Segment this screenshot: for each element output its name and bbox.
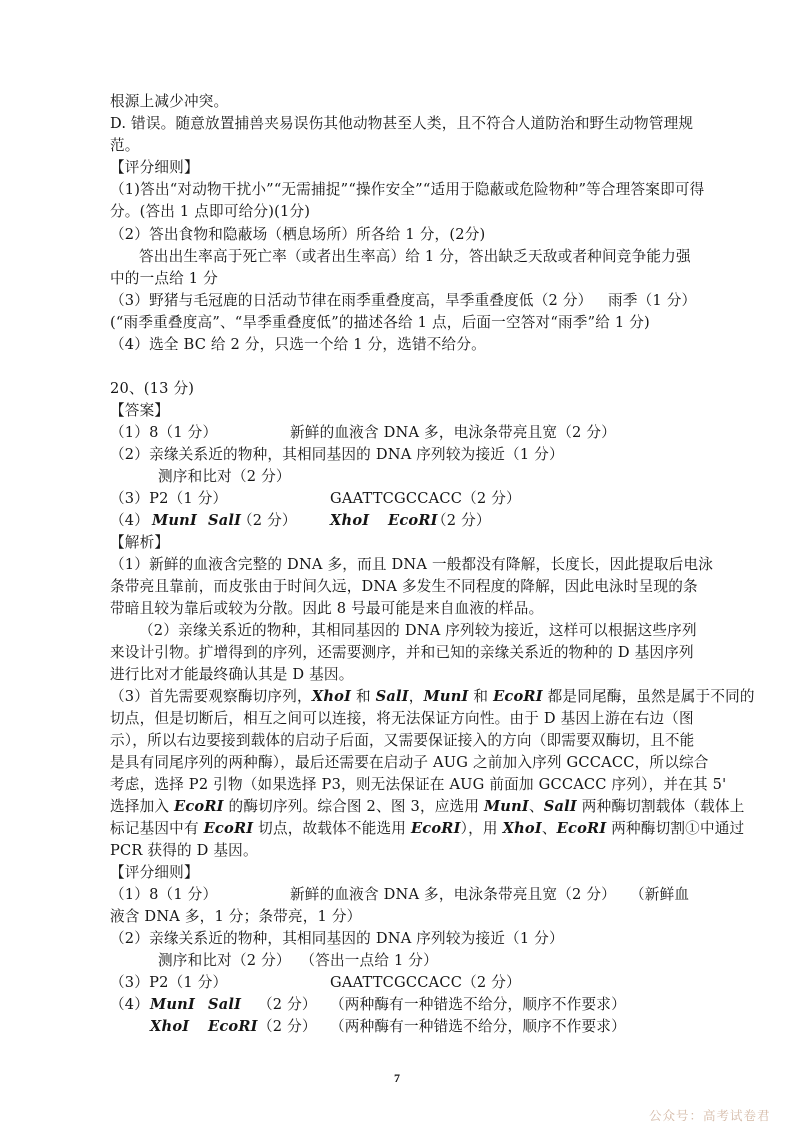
text-line: （3）P2（1 分） [110, 490, 228, 507]
text-line: （新鲜血 [630, 886, 690, 903]
text-line: 选择加入 EcoRI 的酶切序列。综合图 2、图 3，应选用 MunI、SalI 两种酶切割载体（载体上 [110, 798, 745, 815]
text-line: （3）P2（1 分） [110, 974, 228, 991]
text-line: 测序和比对（2 分） [158, 468, 291, 485]
text-line: （2）亲缘关系近的物种，其相同基因的 DNA 序列较为接近，这样可以根据这些序列 [139, 622, 697, 639]
enzyme-name: XhoI [150, 1018, 190, 1035]
text-line: （3）野猪与毛冠鹿的日活动节律在雨季重叠度高，旱季重叠度低（2 分） [110, 292, 593, 309]
text-line: 新鲜的血液含 DNA 多，电泳条带亮且宽（2 分） [290, 424, 616, 441]
enzyme-name: SalI [208, 996, 242, 1013]
enzyme-name: XhoI [311, 688, 352, 705]
text-line: 带暗且较为靠后或较为分散。因此 8 号最可能是来自血液的样品。 [110, 600, 544, 617]
text-line: （4） [110, 512, 150, 529]
text-line: 考虑，选择 P2 引物（如果选择 P3，则无法保证在 AUG 前面加 GCCACC 序列），并在其 5' [110, 776, 727, 793]
page-number: 7 [394, 1071, 401, 1085]
text-line: （2）亲缘关系近的物种，其相同基因的 DNA 序列较为接近（1 分） [110, 446, 564, 463]
enzyme-name: EcoRI [556, 820, 607, 837]
text-line: 新鲜的血液含 DNA 多，电泳条带亮且宽（2 分） [290, 886, 616, 903]
enzyme-name: SalI [375, 688, 409, 705]
text-line: 来设计引物。扩增得到的序列，还需要测序，并和已知的亲缘关系近的物种的 D 基因序列 [110, 644, 694, 661]
text-line: 液含 DNA 多，1 分；条带亮，1 分） [110, 908, 362, 925]
text-line: （2 分） [238, 512, 297, 529]
enzyme-name: EcoRI [203, 820, 254, 837]
text-line: （1)答出“对动物干扰小”“无需捕捉”“操作安全”“适用于隐蔽或危险物种”等合理答案即可得 [110, 181, 705, 198]
text-line: 分。(答出 1 点即可给分)(1分) [110, 203, 311, 220]
enzyme-name: XhoI [330, 512, 370, 529]
text-line: 测序和比对（2 分） （答出一点给 1 分） [158, 952, 438, 969]
enzyme-name: EcoRI [208, 1018, 258, 1035]
text-line: （4）选全 BC 给 2 分，只选一个给 1 分，选错不给分。 [110, 336, 486, 353]
enzyme-name: EcoRI [493, 688, 543, 705]
text-line: 是具有同尾序列的两种酶），最后还需要在启动子 AUG 之前加入序列 GCCACC，所以综合 [110, 754, 709, 771]
text-line: （1）新鲜的血液含完整的 DNA 多，而且 DNA 一般都没有降解，长度长，因此提取后电泳 [110, 556, 714, 573]
text-line: 中的一点给 1 分 [110, 270, 218, 287]
text-line: （4） [110, 996, 150, 1013]
text-line: （两种酶有一种错选不给分，顺序不作要求） [330, 1018, 626, 1035]
text-line: PCR 获得的 D 基因。 [110, 842, 258, 859]
text-line: （2 分） [432, 512, 491, 529]
section-heading: 【答案】 [110, 402, 170, 419]
watermark: 公众号：高考试卷君 [649, 1108, 771, 1123]
enzyme-name: SalI [208, 512, 242, 529]
enzyme-name: EcoRI [410, 820, 461, 837]
text-line: （1）8（1 分） [110, 886, 218, 903]
text-line: （两种酶有一种错选不给分，顺序不作要求） [330, 996, 626, 1013]
text-line: 根源上减少冲突。 [110, 93, 229, 110]
text-line: （2 分） [258, 996, 317, 1013]
enzyme-name: EcoRI [174, 798, 224, 815]
text-line: （1）8（1 分） [110, 424, 218, 441]
enzyme-name: MunI [152, 512, 198, 529]
enzyme-name: EcoRI [388, 512, 438, 529]
text-line: 示），所以右边要接到载体的启动子后面，又需要保证接入的方向（即需要双酶切，且不能 [110, 732, 695, 749]
text-line: (“雨季重叠度高”、“旱季重叠度低”的描述各给 1 点，后面一空答对“雨季”给 1 分) [110, 314, 650, 331]
enzyme-name: SalI [543, 798, 577, 815]
enzyme-name: MunI [150, 996, 196, 1013]
enzyme-name: XhoI [502, 820, 542, 837]
text-line: D. 错误。随意放置捕兽夹易误伤其他动物甚至人类，且不符合人道防治和野生动物管理规 [110, 115, 694, 132]
text-line: 切点，但是切断后，相互之间可以连接，将无法保证方向性。由于 D 基因上游在右边（图 [110, 710, 694, 727]
text-line: 雨季（1 分） [608, 292, 697, 309]
enzyme-name: MunI [483, 798, 529, 815]
question-number: 20、(13 分) [110, 380, 195, 397]
text-line: 条带亮且靠前，而皮张由于时间久远，DNA 多发生不同程度的降解，因此电泳时呈现的条 [110, 578, 698, 595]
text-line: 范。 [110, 137, 140, 154]
text-line: （2 分） [258, 1018, 317, 1035]
text-line: 进行比对才能最终确认其是 D 基因。 [110, 666, 354, 683]
section-heading: 【解析】 [110, 534, 170, 551]
text-line: （2）答出食物和隐蔽场（栖息场所）所各给 1 分，(2分) [110, 226, 486, 243]
text-line: GAATTCGCCACC（2 分） [330, 490, 521, 507]
enzyme-name: MunI [423, 688, 469, 705]
section-heading: 【评分细则】 [110, 864, 199, 881]
section-heading: 【评分细则】 [110, 159, 199, 176]
text-line: （2）亲缘关系近的物种，其相同基因的 DNA 序列较为接近（1 分） [110, 930, 564, 947]
text-line: GAATTCGCCACC（2 分） [330, 974, 521, 991]
text-line: （3）首先需要观察酶切序列，XhoI 和 SalI，MunI 和 EcoRI 都是同尾酶，虽然是属于不同的 [110, 688, 755, 705]
text-line: 答出出生率高于死亡率（或者出生率高）给 1 分，答出缺乏天敌或者种间竞争能力强 [139, 248, 691, 265]
text-line: 标记基因中有 EcoRI 切点，故载体不能选用 EcoRI），用 XhoI、EcoRI 两种酶切割①中通过 [110, 820, 745, 837]
